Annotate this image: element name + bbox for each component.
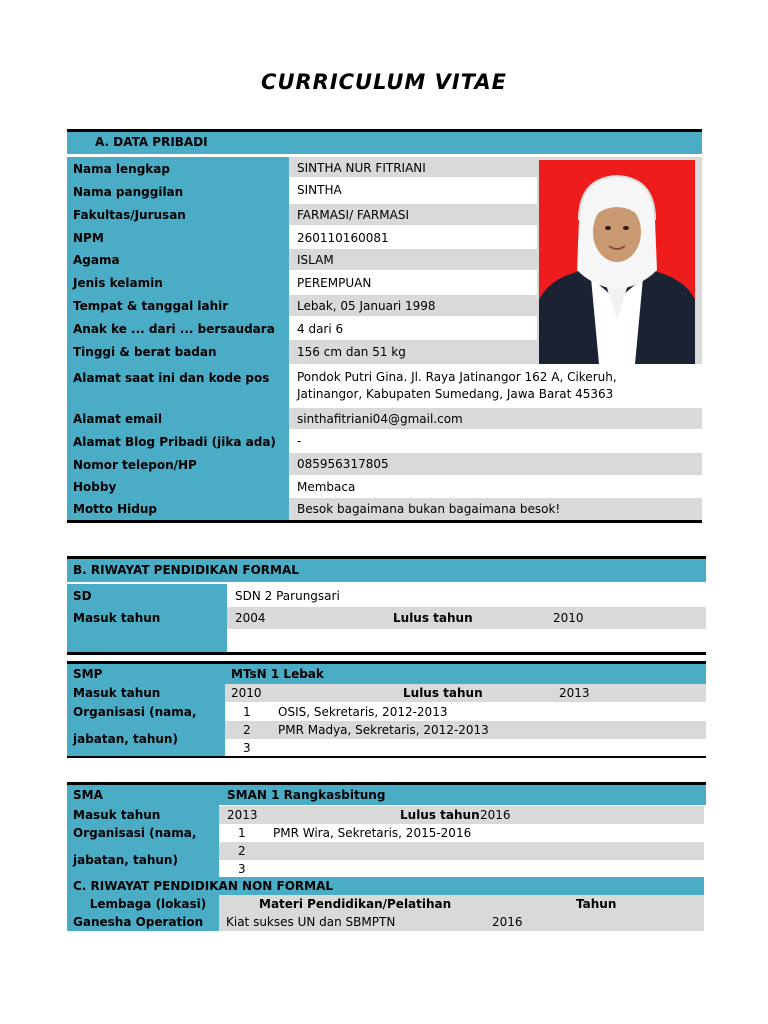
label-email: Alamat email [73,412,162,426]
label-npm: NPM [73,230,104,245]
col-lembaga: Lembaga (lokasi) [89,897,207,911]
sma-org-no: 2 [238,844,246,858]
label-tinggi-berat: Tinggi & berat badan [73,344,217,359]
sma-lulus-label: Lulus tahun [400,808,480,822]
sd-lulus-year: 2010 [553,611,584,625]
value-hobby: Membaca [297,480,356,494]
smp-org-no: 1 [243,705,251,719]
section-a-header: A. DATA PRIBADI [67,132,702,154]
col-tahun: Tahun [576,897,617,911]
label-blog: Alamat Blog Pribadi (jika ada) [73,434,276,449]
divider [67,652,706,655]
section-c-header: C. RIWAYAT PENDIDIKAN NON FORMAL [73,879,334,893]
value-email: sinthafitriani04@gmail.com [297,411,463,426]
value-npm: 260110160081 [297,231,389,245]
col-materi: Materi Pendidikan/Pelatihan [259,897,452,911]
smp-masuk-year: 2010 [231,686,262,700]
sma-org-no: 3 [238,861,246,876]
value-nama-lengkap: SINTHA NUR FITRIANI [297,160,426,175]
sma-masuk-label: Masuk tahun [73,808,161,822]
smp-masuk-label: Masuk tahun [73,686,161,700]
smp-org-no: 3 [243,740,251,755]
sd-masuk-year: 2004 [235,611,266,625]
divider [67,520,702,523]
smp-org-no: 2 [243,723,251,737]
smp-org-text: PMR Madya, Sekretaris, 2012-2013 [278,723,489,737]
value-ttl: Lebak, 05 Januari 1998 [297,299,436,313]
sd-label: SD [73,589,92,603]
sma-label: SMA [73,788,103,802]
label-agama: Agama [73,252,120,267]
value-blog: - [297,434,302,448]
nonformal-tahun: 2016 [492,915,523,929]
value-alamat-line1: Pondok Putri Gina. Jl. Raya Jatinangor 162 A, Cikeruh, [297,370,617,384]
label-fakultas: Fakultas/Jurusan [73,207,186,222]
smp-school: MTsN 1 Lebak [231,667,324,681]
label-ttl: Tempat & tanggal lahir [73,298,229,313]
profile-photo [539,160,695,364]
smp-lulus-label: Lulus tahun [403,686,483,700]
portrait-icon [539,160,695,364]
nonformal-materi: Kiat sukses UN dan SBMPTN [226,915,396,929]
value-telepon: 085956317805 [297,457,389,471]
sd-masuk-label: Masuk tahun [73,611,161,625]
smp-lulus-year: 2013 [559,686,590,700]
sma-lulus-year: 2016 [480,808,511,822]
sma-org-text: PMR Wira, Sekretaris, 2015-2016 [273,826,472,840]
value-anak-ke: 4 dari 6 [297,322,344,336]
value-fakultas: FARMASI/ FARMASI [297,208,409,222]
label-jenis-kelamin: Jenis kelamin [73,275,163,290]
sma-org-no: 1 [238,826,246,840]
smp-org-label-1: Organisasi (nama, [73,705,197,719]
smp-org-label-2: jabatan, tahun) [73,732,178,746]
label-hobby: Hobby [73,480,117,494]
value-motto: Besok bagaimana bukan bagaimana besok! [297,502,561,516]
value-nama-panggilan: SINTHA [297,182,342,197]
label-nama-panggilan: Nama panggilan [73,184,184,199]
label-telepon: Nomor telepon/HP [73,457,197,472]
value-jenis-kelamin: PEREMPUAN [297,276,372,290]
section-b-header: B. RIWAYAT PENDIDIKAN FORMAL [67,559,706,582]
smp-org-text: OSIS, Sekretaris, 2012-2013 [278,705,448,719]
sd-lulus-label: Lulus tahun [393,611,473,625]
smp-label: SMP [73,667,103,681]
label-alamat: Alamat saat ini dan kode pos [73,371,270,385]
sma-org-label-1: Organisasi (nama, [73,826,197,840]
value-agama: ISLAM [297,253,334,267]
nonformal-lembaga: Ganesha Operation [73,915,204,929]
row-bg [219,842,704,860]
value-tinggi-berat: 156 cm dan 51 kg [297,345,406,359]
sma-org-label-2: jabatan, tahun) [73,853,178,867]
sma-masuk-year: 2013 [227,808,258,822]
label-anak-ke: Anak ke ... dari ... bersaudara [73,321,275,336]
divider [67,756,706,758]
label-motto: Motto Hidup [73,502,157,516]
sd-school: SDN 2 Parungsari [235,589,340,603]
document-title: CURRICULUM VITAE [261,70,507,94]
sma-school: SMAN 1 Rangkasbitung [227,788,386,802]
value-alamat-line2: Jatinangor, Kabupaten Sumedang, Jawa Barat 45363 [297,387,614,401]
label-nama-lengkap: Nama lengkap [73,161,170,176]
